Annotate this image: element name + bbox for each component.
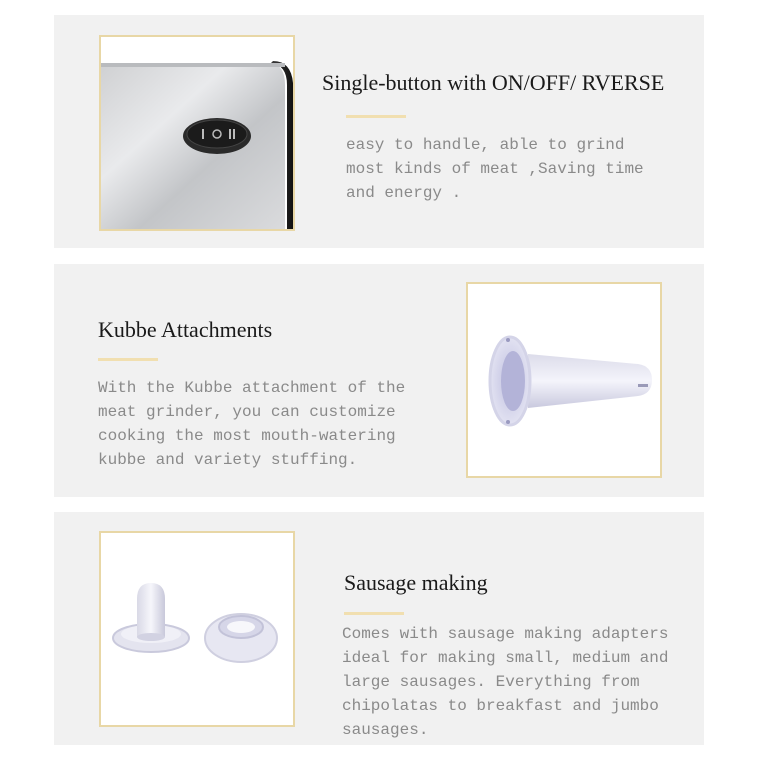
feature-panel-switch	[54, 15, 704, 248]
section-description: With the Kubbe attachment of the meat grinder, you can customize cooking the most mouth-watering kubbe and variety stuffing.	[98, 379, 406, 469]
title-underline	[344, 612, 404, 615]
section-description: easy to handle, able to grind most kinds of meat ,Saving time and energy .	[346, 136, 644, 202]
section-description: Comes with sausage making adapters ideal for making small, medium and large sausages. Everything from chipolatas to breakfast and jumbo sausages.	[342, 625, 669, 739]
section-title: Sausage making	[344, 570, 488, 595]
title-underline	[346, 115, 406, 118]
kubbe-attachment-image	[466, 282, 662, 478]
feature-panel-sausage	[54, 512, 704, 745]
section-title: Kubbe Attachments	[98, 317, 273, 342]
sausage-adapters-image	[99, 531, 295, 727]
feature-panel-kubbe	[54, 264, 704, 497]
section-title: Single-button with ON/OFF/ RVERSE	[322, 70, 665, 95]
switch-panel-image	[99, 35, 295, 231]
title-underline	[98, 358, 158, 361]
